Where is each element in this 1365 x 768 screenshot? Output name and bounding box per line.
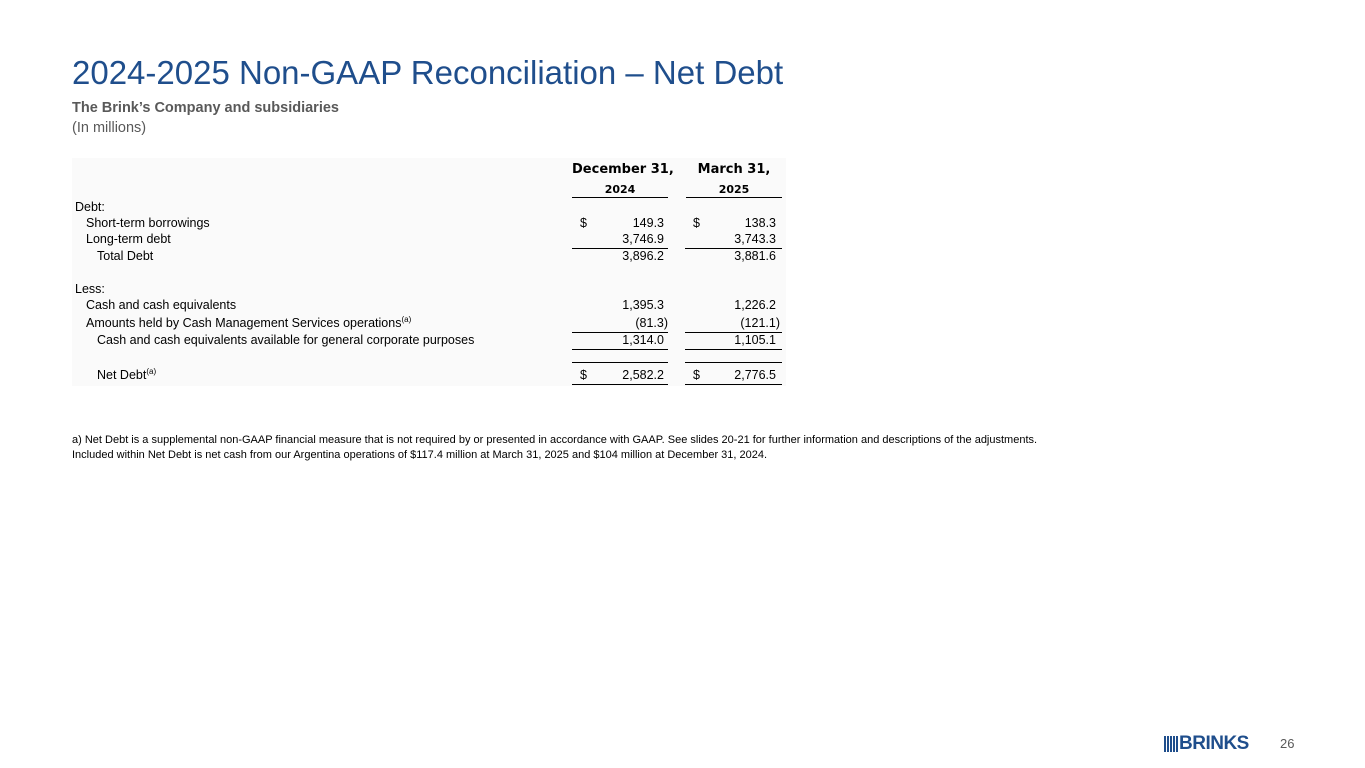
table-row	[72, 314, 786, 332]
subtotal-rule	[572, 362, 668, 363]
long-term-2025-value: 3,743.3	[734, 232, 776, 246]
col2-header: March 31,	[697, 162, 771, 177]
net-debt-2025-cell	[685, 366, 782, 385]
currency-symbol: $	[693, 216, 700, 230]
table-row	[72, 331, 786, 349]
currency-symbol: $	[580, 368, 587, 382]
cms-label-text: Amounts held by Cash Management Services operations	[86, 316, 402, 330]
page-number: 26	[1280, 736, 1295, 751]
debt-heading: Debt:	[75, 200, 105, 214]
company-subtitle: The Brink’s Company and subsidiaries	[72, 100, 339, 116]
long-term-2024-value: 3,746.9	[622, 232, 664, 246]
subtotal-rule	[685, 362, 782, 363]
total-debt-2025-value: 3,881.6	[734, 249, 776, 263]
currency-symbol: $	[693, 368, 700, 382]
less-heading: Less:	[75, 282, 105, 296]
cms-2025-value: (121.1)	[740, 316, 780, 330]
logo-bars-icon	[1164, 736, 1178, 752]
units-note: (In millions)	[72, 120, 147, 136]
short-term-2024-value: 149.3	[632, 216, 664, 230]
short-term-2025-value: 138.3	[744, 216, 776, 230]
net-debt-label-text: Net Debt	[97, 368, 147, 382]
cms-2024-value: (81.3)	[635, 316, 668, 330]
cash-general-2024-value: 1,314.0	[622, 333, 664, 347]
cash-general-label: Cash and cash equivalents available for general corporate purposes	[97, 333, 475, 347]
currency-symbol: $	[580, 216, 587, 230]
footnote	[72, 433, 1272, 463]
brinks-logo	[1164, 735, 1260, 753]
table-row	[72, 296, 786, 314]
table-row	[72, 366, 786, 384]
table-row	[72, 247, 786, 265]
col1-header: December 31,	[572, 162, 674, 177]
cash-general-2024-cell	[572, 331, 668, 350]
cash-2025-cell	[685, 296, 782, 314]
slide-title: 2024-2025 Non-GAAP Reconciliation – Net Debt	[72, 54, 784, 91]
footnote-line-1: a) Net Debt is a supplemental non-GAAP financial measure that is not required by or presented in accordance with GAAP. See slides 20-21 for further information and descriptions of the adjustments.	[72, 434, 1038, 446]
net-debt-label	[97, 368, 156, 382]
reconciliation-table	[72, 0, 786, 768]
cash-general-2025-cell	[685, 331, 782, 350]
col2-year: 2025	[686, 183, 782, 198]
cash-2024-value: 1,395.3	[622, 298, 664, 312]
cash-label: Cash and cash equivalents	[86, 298, 237, 312]
net-debt-2024-cell	[572, 366, 668, 385]
total-debt-label: Total Debt	[97, 249, 154, 263]
short-term-label: Short-term borrowings	[86, 216, 210, 230]
col1-year: 2024	[572, 183, 668, 198]
cash-general-2025-value: 1,105.1	[734, 333, 776, 347]
cms-label	[86, 316, 411, 330]
net-debt-footnote-marker: (a)	[146, 367, 157, 376]
total-debt-2024-value: 3,896.2	[622, 249, 664, 263]
total-debt-2025-cell	[685, 247, 782, 265]
logo-wordmark: BRINKS	[1179, 733, 1249, 754]
long-term-label: Long-term debt	[86, 232, 171, 246]
table-row	[72, 230, 786, 248]
footnote-line-2: Included within Net Debt is net cash from our Argentina operations of $117.4 million at March 31, 2025 and $104 million at December 31, 2024.	[72, 449, 768, 461]
total-debt-2024-cell	[572, 247, 668, 265]
net-debt-2025-value: 2,776.5	[734, 368, 776, 382]
cash-2024-cell	[572, 296, 668, 314]
net-debt-2024-value: 2,582.2	[622, 368, 664, 382]
cash-2025-value: 1,226.2	[734, 298, 776, 312]
cms-footnote-marker: (a)	[401, 315, 412, 324]
